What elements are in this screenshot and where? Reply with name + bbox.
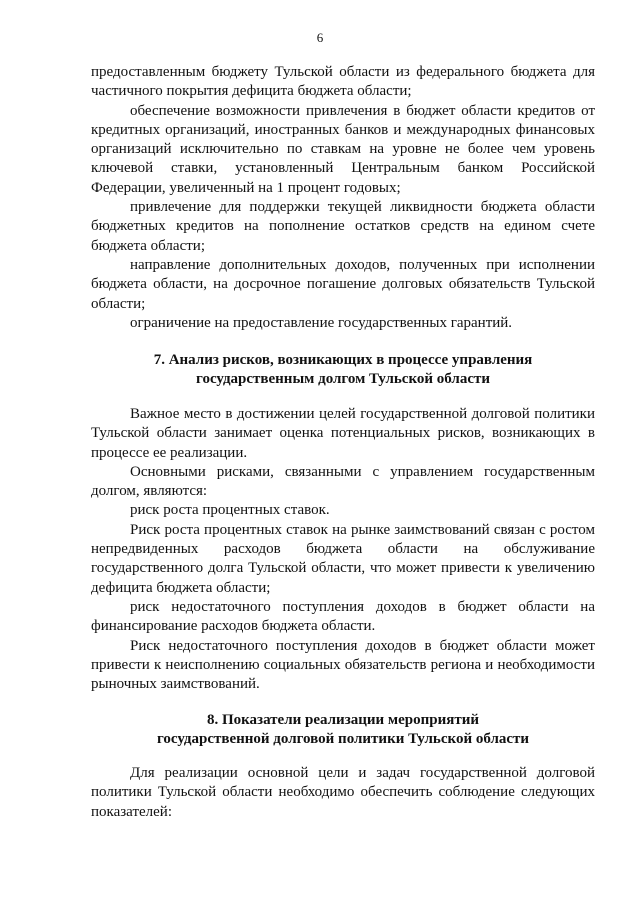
paragraph: привлечение для поддержки текущей ликвидности бюджета области бюджетных кредитов на пополнение остатков средств на едином счете бюджета области; (91, 199, 595, 254)
section-7-heading (91, 351, 595, 389)
section-8-heading-line-1: 8. Показатели реализации мероприятий (206, 712, 480, 728)
intro-text-block (91, 63, 595, 333)
section-7-text-block (91, 405, 595, 694)
paragraph: риск недостаточного поступления доходов в бюджет области на финансирование расходов бюджета области. (91, 598, 595, 635)
paragraph: Важное место в достижении целей государственной долговой политики Тульской области занимает оценка потенциальных рисков, возникающих в процессе ее реализации. (91, 406, 595, 461)
page-number: 6 (316, 30, 324, 45)
section-8-heading-line-2: государственной долговой политики Тульской области (156, 731, 530, 747)
paragraph: предоставленным бюджету Тульской области из федерального бюджета для частичного покрытия дефицита бюджета области; (91, 64, 595, 100)
paragraph: направление дополнительных доходов, полученных при исполнении бюджета области, на досрочное погашение долговых обязательств Тульской области; (91, 256, 595, 312)
section-8-heading (91, 711, 595, 749)
section-8-text-block (91, 764, 595, 822)
section-7-heading-line-2: государственным долгом Тульской области (196, 371, 490, 387)
paragraph: Риск недостаточного поступления доходов в бюджет области может привести к неисполнению социальных обязательств региона и необходимости рыночных заимствований. (91, 637, 595, 693)
section-7-heading-line-1: 7. Анализ рисков, возникающих в процессе управления (153, 352, 533, 368)
paragraph: Для реализации основной цели и задач государственной долговой политики Тульской области необходимо обеспечить соблюдение следующих показателей: (91, 765, 595, 820)
paragraph: ограничение на предоставление государственных гарантий. (130, 314, 513, 331)
paragraph: риск роста процентных ставок. (130, 502, 330, 519)
paragraph: Риск роста процентных ставок на рынке заимствований связан с ростом непредвиденных расходов бюджета области на обслуживание государственного долга Тульской области, что может привести к увеличению дефицита бюджета области; (91, 521, 595, 596)
paragraph: обеспечение возможности привлечения в бюджет области кредитов от кредитных организаций, иностранных банков и международных финансовых организаций исключительно по ставкам на уровне не более чем уровень ключевой ставки, установленный Центральным банком Российской Федерации, увеличенный на 1 процент годовых; (91, 102, 595, 196)
paragraph: Основными рисками, связанными с управлением государственным долгом, являются: (91, 463, 595, 500)
